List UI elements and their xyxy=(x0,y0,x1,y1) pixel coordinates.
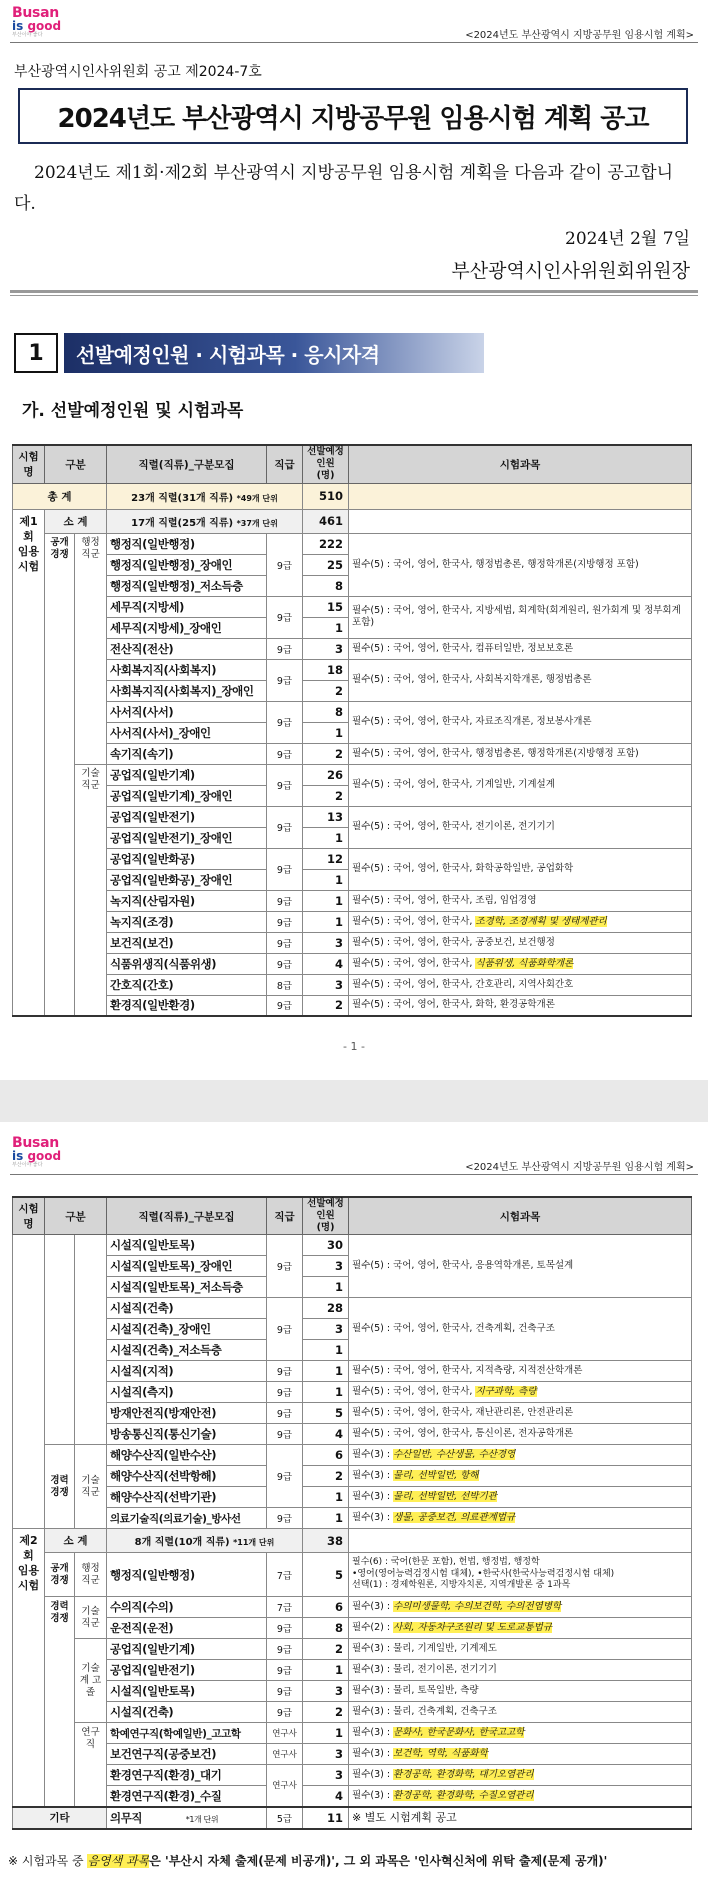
plan-header: <2024년도 부산광역시 지방공무원 임용시험 계획> xyxy=(465,30,694,41)
logo-slogan: 부산이야 좋다 xyxy=(12,32,43,38)
count-cell: 222 xyxy=(303,533,349,554)
job-cell: 시설직(지적) xyxy=(107,1361,267,1382)
count-cell: 1 xyxy=(303,890,349,911)
subject-cell: 필수(5) : 국어, 영어, 한국사, 자료조직개론, 정보봉사개론 xyxy=(349,701,692,743)
subject-cell: 필수(3) : 환경공학, 환경화학, 대기오염관리 xyxy=(349,1765,692,1786)
job-cell: 환경직(일반환경) xyxy=(107,995,267,1016)
job-cell: 공업직(일반화공) xyxy=(107,848,267,869)
count-cell: 1 xyxy=(303,827,349,848)
job-cell: 사서직(사서)_장애인 xyxy=(107,722,267,743)
count-cell: 3 xyxy=(303,1744,349,1765)
grade-cell: 9급 xyxy=(267,1681,303,1702)
job-cell: 녹지직(산림자원) xyxy=(107,890,267,911)
notice-number: 부산광역시인사위원회 공고 제2024-7호 xyxy=(14,64,262,80)
notice-date: 2024년 2월 7일 xyxy=(565,229,690,249)
subject-cell: 필수(5) : 국어, 영어, 한국사, 지적측량, 지적전산학개론 xyxy=(349,1361,692,1382)
count-cell: 2 xyxy=(303,1702,349,1723)
grade-cell: 9급 xyxy=(267,1639,303,1660)
job-cell: 시설직(일반토목)_장애인 xyxy=(107,1256,267,1277)
count-cell: 3 xyxy=(303,638,349,659)
job-cell: 전산직(전산) xyxy=(107,638,267,659)
subject-cell: 필수(3) : 물리, 선박일반, 항해 xyxy=(349,1466,692,1487)
count-cell: 2 xyxy=(303,995,349,1016)
grade-cell: 9급 xyxy=(267,1382,303,1403)
grade-cell: 5급 xyxy=(267,1807,303,1829)
subject-cell: 필수(5) : 국어, 영어, 한국사, 조림, 임업경영 xyxy=(349,890,692,911)
count-cell: 5 xyxy=(303,1403,349,1424)
job-cell: 세무직(지방세)_장애인 xyxy=(107,617,267,638)
recruit-table-2 xyxy=(12,1196,692,1830)
job-cell: 녹지직(조경) xyxy=(107,911,267,932)
title-box xyxy=(18,88,688,144)
subject-cell: 필수(3) : 보건학, 역학, 식품화학 xyxy=(349,1744,692,1765)
subject-cell: 필수(5) : 국어, 영어, 한국사, 전기이론, 전기기기 xyxy=(349,806,692,848)
grade-cell: 9급 xyxy=(267,596,303,638)
grade-cell: 9급 xyxy=(267,638,303,659)
job-cell: 공업직(일반기계)_장애인 xyxy=(107,785,267,806)
job-cell: 보건직(보건) xyxy=(107,932,267,953)
subject-cell: 필수(3) : 물리, 토목일반, 측량 xyxy=(349,1681,692,1702)
highlighted-subject: 물리, 선박일반, 선박기관 xyxy=(393,1491,497,1502)
count-cell: 3 xyxy=(303,1319,349,1340)
subject-cell: 필수(5) : 국어, 영어, 한국사, 컴퓨터일반, 정보보호론 xyxy=(349,638,692,659)
tech-group: 기술 직군 xyxy=(75,1445,107,1529)
th-count: 선발예정 인원 (명) xyxy=(303,445,349,483)
job-cell: 시설직(일반토목) xyxy=(107,1235,267,1256)
subject-cell: 필수(5) : 국어, 영어, 한국사, 행정법총론, 행정학개론(지방행정 포함) xyxy=(349,743,692,764)
job-cell: 해양수산직(선박기관) xyxy=(107,1487,267,1508)
count-cell: 30 xyxy=(303,1235,349,1256)
subject-cell: 필수(5) : 국어, 영어, 한국사, 지구과학, 측량 xyxy=(349,1382,692,1403)
total-desc: 23개 직렬(31개 직류) *49개 단위 xyxy=(107,483,303,509)
footnote: ※ 시험과목 중 음영색 과목은 '부산시 자체 출제(문제 비공개)', 그 외 과목은 '인사혁신처에 위탁 출제(문제 공개)' xyxy=(8,1854,608,1868)
research-group: 연구직 xyxy=(75,1723,107,1807)
count-cell: 25 xyxy=(303,554,349,575)
page-title: 2024년도 부산광역시 지방공무원 임용시험 계획 공고 xyxy=(57,103,649,134)
grade-cell: 9급 xyxy=(267,806,303,848)
count-cell: 26 xyxy=(303,764,349,785)
highlighted-subject: 수의미생물학, 수의보건학, 수의전염병학 xyxy=(393,1601,562,1612)
highlighted-subject: 생물, 공중보건, 의료관계법규 xyxy=(393,1512,516,1523)
highlighted-subject: 물리, 선박일반, 항해 xyxy=(393,1470,479,1481)
subtotal-row xyxy=(13,509,692,533)
job-cell: 공업직(일반전기)_장애인 xyxy=(107,827,267,848)
subtotal-desc: 17개 직렬(25개 직류) *37개 단위 xyxy=(107,509,303,533)
job-cell: 학예연구직(학예일반)_고고학 xyxy=(107,1723,267,1744)
subject-cell: 필수(5) : 국어, 영어, 한국사, 화학, 환경공학개론 xyxy=(349,995,692,1016)
section-bar xyxy=(64,333,484,373)
count-cell: 1 xyxy=(303,1361,349,1382)
th-job: 직렬(직류)_구분모집 xyxy=(107,1197,267,1235)
round1-label: 제1회 임용 시험 xyxy=(13,509,45,1016)
count-cell: 18 xyxy=(303,659,349,680)
job-cell: 해양수산직(선박항해) xyxy=(107,1466,267,1487)
subject-cell: 필수(3) : 생물, 공중보건, 의료관계법규 xyxy=(349,1508,692,1529)
subtotal-label: 소 계 xyxy=(45,1529,107,1553)
signer: 부산광역시인사위원회위원장 xyxy=(451,260,690,282)
subject-cell: 필수(5) : 국어, 영어, 한국사, 조경학, 조경계획 및 생태계관리 xyxy=(349,911,692,932)
job-cell: 세무직(지방세) xyxy=(107,596,267,617)
grade-cell: 9급 xyxy=(267,1618,303,1639)
subtotal-desc: 8개 직렬(10개 직류) *11개 단위 xyxy=(107,1529,303,1553)
th-subjects: 시험과목 xyxy=(349,445,692,483)
section-number: 1 xyxy=(14,333,58,373)
other-job: 의무직 *1개 단위 xyxy=(107,1807,267,1829)
count-cell: 8 xyxy=(303,701,349,722)
count-cell: 1 xyxy=(303,869,349,890)
subject-cell: 필수(3) : 물리, 건축계획, 건축구조 xyxy=(349,1702,692,1723)
count-cell: 4 xyxy=(303,1424,349,1445)
highlighted-subject: 보건학, 역학, 식품화학 xyxy=(393,1748,488,1759)
job-cell: 해양수산직(일반수산) xyxy=(107,1445,267,1466)
th-job: 직렬(직류)_구분모집 xyxy=(107,445,267,483)
th-count: 선발예정 인원 (명) xyxy=(303,1197,349,1235)
job-cell: 운전직(운전) xyxy=(107,1618,267,1639)
count-cell: 1 xyxy=(303,1277,349,1298)
th-grade: 직급 xyxy=(267,1197,303,1235)
highlighted-subject: 환경공학, 환경화학, 대기오염관리 xyxy=(393,1769,534,1780)
count-cell: 6 xyxy=(303,1597,349,1618)
intro-text: 2024년도 제1회·제2회 부산광역시 지방공무원 임용시험 계획을 다음과 같이 공고합니다. xyxy=(14,163,674,214)
job-cell: 속기직(속기) xyxy=(107,743,267,764)
grade-cell: 8급 xyxy=(267,974,303,995)
job-cell: 방송통신직(통신기술) xyxy=(107,1424,267,1445)
th-type: 구분 xyxy=(45,1197,107,1235)
job-cell: 시설직(건축)_저소득층 xyxy=(107,1340,267,1361)
grade-cell: 9급 xyxy=(267,1298,303,1361)
grade-cell: 연구사 xyxy=(267,1744,303,1765)
count-cell: 1 xyxy=(303,911,349,932)
section-title: 선발예정인원 · 시험과목 · 응시자격 xyxy=(76,342,380,367)
subtotal-row xyxy=(13,1529,692,1553)
job-cell: 수의직(수의) xyxy=(107,1597,267,1618)
subject-cell: 필수(3) : 환경공학, 환경화학, 수질오염관리 xyxy=(349,1786,692,1807)
highlighted-subject: 수산일반, 수산생물, 수산경영 xyxy=(393,1449,516,1460)
grade-cell: 9급 xyxy=(267,764,303,806)
count-cell: 3 xyxy=(303,1256,349,1277)
grade-cell: 연구사 xyxy=(267,1723,303,1744)
open-competition: 공개 경쟁 xyxy=(45,533,75,1016)
highlighted-subject: 환경공학, 환경화학, 수질오염관리 xyxy=(393,1789,534,1801)
count-cell: 8 xyxy=(303,575,349,596)
count-cell: 2 xyxy=(303,743,349,764)
job-cell: 간호직(간호) xyxy=(107,974,267,995)
th-exam: 시험명 xyxy=(13,1197,45,1235)
header-divider xyxy=(10,1174,698,1175)
highlighted-subject: 지구과학, 측량 xyxy=(475,1386,537,1397)
grade-cell: 9급 xyxy=(267,659,303,701)
job-cell: 시설직(일반토목) xyxy=(107,1681,267,1702)
job-cell: 사회복지직(사회복지) xyxy=(107,659,267,680)
subject-cell: 필수(5) : 국어, 영어, 한국사, 식품위생, 식품화학개론 xyxy=(349,953,692,974)
busan-logo xyxy=(12,6,68,38)
job-cell: 사서직(사서) xyxy=(107,701,267,722)
subject-cell: 필수(3) : 물리, 선박일반, 선박기관 xyxy=(349,1487,692,1508)
subject-cell: 필수(3) : 수의미생물학, 수의보건학, 수의전염병학 xyxy=(349,1597,692,1618)
th-exam: 시험명 xyxy=(13,445,45,483)
job-cell: 행정직(일반행정)_저소득층 xyxy=(107,575,267,596)
grade-cell: 9급 xyxy=(267,953,303,974)
th-subjects: 시험과목 xyxy=(349,1197,692,1235)
subject-cell: 필수(2) : 사회, 자동차구조원리 및 도로교통법규 xyxy=(349,1618,692,1639)
grade-cell: 9급 xyxy=(267,1361,303,1382)
count-cell: 5 xyxy=(303,1553,349,1597)
page-2 xyxy=(0,1122,708,1879)
count-cell: 1 xyxy=(303,1487,349,1508)
grade-cell: 9급 xyxy=(267,1702,303,1723)
highlight-legend: 음영색 과목 xyxy=(87,1854,150,1868)
busan-logo xyxy=(12,1136,68,1168)
logo-text-2: is good xyxy=(12,19,62,33)
grade-cell: 7급 xyxy=(267,1553,303,1597)
count-cell: 2 xyxy=(303,1639,349,1660)
plan-header: <2024년도 부산광역시 지방공무원 임용시험 계획> xyxy=(465,1162,694,1173)
highlighted-subject: 사회, 자동차구조원리 및 도로교통법규 xyxy=(393,1622,552,1633)
subtotal-count: 461 xyxy=(303,509,349,533)
th-type: 구분 xyxy=(45,445,107,483)
subject-cell: 필수(5) : 국어, 영어, 한국사, 지방세법, 회계학(회계원리, 원가회계 및 정부회계 포함) xyxy=(349,596,692,638)
subject-cell: 필수(5) : 국어, 영어, 한국사, 재난관리론, 안전관리론 xyxy=(349,1403,692,1424)
grade-cell: 9급 xyxy=(267,848,303,890)
count-cell: 1 xyxy=(303,617,349,638)
count-cell: 3 xyxy=(303,1765,349,1786)
job-cell: 행정직(일반행정)_장애인 xyxy=(107,554,267,575)
job-cell: 공업직(일반전기) xyxy=(107,1660,267,1681)
logo-text: Busan xyxy=(12,1135,59,1151)
count-cell: 15 xyxy=(303,596,349,617)
highlighted-subject: 조경학, 조경계획 및 생태계관리 xyxy=(475,915,607,927)
count-cell: 1 xyxy=(303,1660,349,1681)
job-cell: 의료기술직(의료기술)_방사선 xyxy=(107,1508,267,1529)
header-divider xyxy=(10,42,698,43)
grade-cell: 9급 xyxy=(267,932,303,953)
job-cell: 시설직(건축) xyxy=(107,1702,267,1723)
grade-cell: 9급 xyxy=(267,701,303,743)
count-cell: 2 xyxy=(303,680,349,701)
subject-cell: ※ 별도 시험계획 공고 xyxy=(349,1807,692,1829)
count-cell: 3 xyxy=(303,974,349,995)
count-cell: 3 xyxy=(303,932,349,953)
count-cell: 1 xyxy=(303,1340,349,1361)
count-cell: 2 xyxy=(303,785,349,806)
logo-text-2: is good xyxy=(12,1149,62,1163)
subject-cell: 필수(5) : 국어, 영어, 한국사, 기계일반, 기계설계 xyxy=(349,764,692,806)
subsection-title: 가. 선발예정인원 및 시험과목 xyxy=(22,401,244,421)
page-gap xyxy=(0,1080,708,1122)
highlighted-subject: 식품위생, 식품화학개론 xyxy=(475,957,574,969)
subject-cell: 필수(3) : 물리, 기계일반, 기계제도 xyxy=(349,1639,692,1660)
admin-group: 행정 직군 xyxy=(75,533,107,764)
grade-cell: 9급 xyxy=(267,1445,303,1508)
subject-cell: 필수(3) : 수산일반, 수산생물, 수산경영 xyxy=(349,1445,692,1466)
job-cell: 방재안전직(방재안전) xyxy=(107,1403,267,1424)
job-cell: 행정직(일반행정) xyxy=(107,533,267,554)
total-count: 510 xyxy=(303,483,349,509)
grade-cell: 연구사 xyxy=(267,1765,303,1807)
tech-group: 기술 직군 xyxy=(75,764,107,1016)
subject-cell: 필수(3) : 물리, 전기이론, 전기기기 xyxy=(349,1660,692,1681)
count-cell: 13 xyxy=(303,806,349,827)
count-cell: 8 xyxy=(303,1618,349,1639)
job-cell: 시설직(일반토목)_저소득층 xyxy=(107,1277,267,1298)
subtotal-label: 소 계 xyxy=(45,509,107,533)
grade-cell: 9급 xyxy=(267,533,303,596)
count-cell: 4 xyxy=(303,1786,349,1807)
count-cell: 28 xyxy=(303,1298,349,1319)
open-competition: 공개 경쟁 xyxy=(45,1553,75,1597)
page-number: - 1 - xyxy=(343,1040,365,1053)
subject-cell: 필수(5) : 국어, 영어, 한국사, 간호관리, 지역사회간호 xyxy=(349,974,692,995)
grade-cell: 9급 xyxy=(267,1424,303,1445)
count-cell: 2 xyxy=(303,1466,349,1487)
logo-text: Busan xyxy=(12,5,59,21)
count-cell: 1 xyxy=(303,1382,349,1403)
career-competition: 경력 경쟁 xyxy=(45,1597,75,1807)
subject-cell: 필수(5) : 국어, 영어, 한국사, 통신이론, 전자공학개론 xyxy=(349,1424,692,1445)
recruit-table-1 xyxy=(12,444,692,1017)
grade-cell: 9급 xyxy=(267,1660,303,1681)
count-cell: 11 xyxy=(303,1807,349,1829)
job-cell: 공업직(일반화공)_장애인 xyxy=(107,869,267,890)
job-cell: 시설직(건축)_장애인 xyxy=(107,1319,267,1340)
grade-cell: 9급 xyxy=(267,1508,303,1529)
highlighted-subject: 문화사, 한국문화사, 한국고고학 xyxy=(393,1727,525,1738)
job-cell: 환경연구직(환경)_대기 xyxy=(107,1765,267,1786)
tech-group: 기술 직군 xyxy=(75,1597,107,1639)
count-cell: 6 xyxy=(303,1445,349,1466)
job-cell: 환경연구직(환경)_수질 xyxy=(107,1786,267,1807)
job-cell: 공업직(일반기계) xyxy=(107,1639,267,1660)
career-competition: 경력 경쟁 xyxy=(45,1445,75,1529)
grade-cell: 9급 xyxy=(267,743,303,764)
job-cell: 시설직(건축) xyxy=(107,1298,267,1319)
job-cell: 보건연구직(공중보건) xyxy=(107,1744,267,1765)
subject-cell: 필수(3) : 문화사, 한국문화사, 한국고고학 xyxy=(349,1723,692,1744)
tech-highschool-group: 기술계 고 졸 xyxy=(75,1639,107,1723)
job-cell: 식품위생직(식품위생) xyxy=(107,953,267,974)
other-row xyxy=(13,1807,692,1829)
subject-cell: 필수(5) : 국어, 영어, 한국사, 화학공학일반, 공업화학 xyxy=(349,848,692,890)
count-cell: 4 xyxy=(303,953,349,974)
grade-cell: 9급 xyxy=(267,995,303,1016)
grade-cell: 9급 xyxy=(267,1235,303,1298)
subject-cell: 필수(5) : 국어, 영어, 한국사, 공중보건, 보건행정 xyxy=(349,932,692,953)
job-cell: 공업직(일반전기) xyxy=(107,806,267,827)
count-cell: 1 xyxy=(303,1723,349,1744)
job-cell: 공업직(일반기계) xyxy=(107,764,267,785)
subject-cell: 필수(5) : 국어, 영어, 한국사, 사회복지학개론, 행정법총론 xyxy=(349,659,692,701)
count-cell: 1 xyxy=(303,722,349,743)
grade-cell: 7급 xyxy=(267,1597,303,1618)
other-label: 기타 xyxy=(13,1807,107,1829)
job-cell: 사회복지직(사회복지)_장애인 xyxy=(107,680,267,701)
total-label: 총 계 xyxy=(13,483,107,509)
admin-group: 행정 직군 xyxy=(75,1553,107,1597)
grade-cell: 9급 xyxy=(267,1403,303,1424)
logo-slogan: 부산이야 좋다 xyxy=(12,1162,43,1168)
subject-cell: 필수(5) : 국어, 영어, 한국사, 건축계획, 건축구조 xyxy=(349,1298,692,1361)
subject-cell: 필수(5) : 국어, 영어, 한국사, 응용역학개론, 토목설계 xyxy=(349,1235,692,1298)
count-cell: 1 xyxy=(303,1508,349,1529)
round2-label: 제2회 임용 시험 xyxy=(13,1529,45,1807)
job-cell: 시설직(측지) xyxy=(107,1382,267,1403)
count-cell: 3 xyxy=(303,1681,349,1702)
grade-cell: 9급 xyxy=(267,911,303,932)
subject-cell: 필수(6) : 국어(한문 포함), 헌법, 행정법, 행정학 •영어(영어능력검정시험 대체), •한국사(한국사능력검정시험 대체) 선택(1) : 경제학원론, 지방자치론, 지역개발론 중 1과목 xyxy=(349,1553,692,1597)
subtotal-count: 38 xyxy=(303,1529,349,1553)
subject-cell: 필수(5) : 국어, 영어, 한국사, 행정법총론, 행정학개론(지방행정 포함) xyxy=(349,533,692,596)
grade-cell: 9급 xyxy=(267,890,303,911)
count-cell: 12 xyxy=(303,848,349,869)
double-divider xyxy=(10,290,698,296)
th-grade: 직급 xyxy=(267,445,303,483)
job-cell: 행정직(일반행정) xyxy=(107,1553,267,1597)
total-row xyxy=(13,483,692,509)
